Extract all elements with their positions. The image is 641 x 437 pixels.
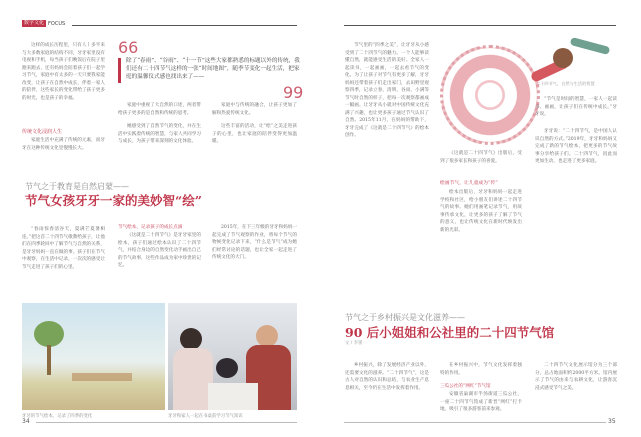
footer-rule-right <box>344 422 606 423</box>
quote-open-mark: 66 <box>118 38 139 57</box>
left-col2: 家庭中重视了大自然的口述，两者带给孩子更多的是自然和传统的思考。 <box>118 103 201 116</box>
right-col2: 绘本出版后，牙牙和妈妈一起走进学校和社区，给小朋友们讲述二十四节气的故事。她们用画笔记录节气，用故事传承文化，让更多的孩子了解了节气的意义，也让传统文化在新时代焕发出新的光彩。 <box>440 190 522 233</box>
subhead-transmit: 绘画节气，让儿童成为“传” <box>440 181 498 186</box>
photo-family <box>168 303 297 410</box>
left-body1: “春雨惊春清谷天，夏满芒夏暑相连。”把这首二十四节气歌教给孩子，让他们在四季轮回中了解节气与自然的关系，是牙牙妈妈一直在做的事。孩子们在节气中观察，在生活中记录，一次次的感受让节气走进了孩子们的心里。 <box>22 227 105 270</box>
left-body2: 《这就是二十四节气》是牙牙家里的绘本，孩子们通过绘本认识了二十四节气，并结合身边的自然变化动手画出自己的节气故事，这些作品成为家中珍贵的记忆。 <box>118 233 201 268</box>
caption-illustration: 牙牙的节气绘本，记录了四季的变化 <box>22 414 93 419</box>
left-col1: 这样的成长历程里，只有人丨多半来与大多数家庭的结构不同，牙牙家里没有电视和手机，每当孩子们晚饭后在院子里跑来跑去，还有妈妈会陪着孩子们一起学习节气，家庭中有太多的一天只要我家能改变，让孩子在自然中成长，伴着一家人的陪伴，这些家长的变化带给了孩子更多的时光，也是孩子的幸福。 <box>22 43 105 101</box>
kicker-education: 节气之于教育是自然启蒙—— <box>25 182 129 191</box>
page-number-right: 35 <box>608 418 616 425</box>
footer-rule-left <box>36 422 297 423</box>
pull-quote: 除了“春雨”、“谷雨”、“十一节”这些大家都熟悉的标题以外的传统，我们还有二十四节气这样的一张“时间地图”，随季节变化一起生活，把家庭的温馨仪式感也找出来了—— <box>126 58 300 80</box>
subhead-tradition: 传统文化浸润人生 <box>22 129 63 135</box>
left-col3: 家庭中与传统的融合，让孩子更加了解和热爱传统文化。 <box>212 103 297 116</box>
rural-col1: 乡村振兴，除了发展经济产业以外，还需要文化的滋养。“二十四节气”，这是古人对自然的认识和总结，与农业生产息息相关，至今仍在生活中发挥着作用。 <box>345 363 429 391</box>
tree-icon <box>34 321 64 347</box>
girl-illustration <box>528 30 618 80</box>
rural-col2: 安徽省巢湖市半汤街道三瓜公社，一座二十四节气馆成了新晋“网红”打卡地，吸引了很多游客前来参观。 <box>440 392 522 411</box>
page-number-left: 34 <box>22 418 30 425</box>
quote-close-mark: 99 <box>283 83 304 102</box>
right-col3-top: “节气是时间的智慧，一家人一起读书、画画，让孩子们在传统中成长。”牙牙说。 <box>535 97 617 117</box>
subhead-sangua: 三瓜公社的“网红”节气馆 <box>440 384 491 389</box>
caption-family: 牙牙和家人一起在书桌前学习节气知识 <box>168 414 243 419</box>
headline-rural: 90 后小姐姐和公社里的二十四节气馆 <box>345 325 555 340</box>
header-rule-left <box>72 25 297 26</box>
right-col1: 节气里的“四季之美”，让牙牙从小感受到了二十四节气的魅力。一个人能够读懂自然，就能感受生活的美好。全家人一起读书，一起画画，一起去看节气的变化。为了让孩子对节气有更多了解，牙牙妈妈还带着孩子们走出家门，去田野里观察四季，记录立春、清明、谷雨、小满等节气时自然的样子，把每一次观察都画成一幅画。让牙牙从小就对中国传统文化充满了兴趣，也让更多孩子通过节气认识了自然。2015年11月，在妈妈的帮助下，牙牙完成了《这就是二十四节气》的绘本创作。 <box>345 43 429 138</box>
left-body3: 2015年，在下三年级的牙牙和妈妈一起完成了节气观察的作业，将每个节气的物候变化记录下来，“什么是节气”成为她们经常讨论的话题，也让全家一起走进了传统文化的大门。 <box>212 225 297 260</box>
section-badge: 数字文化 <box>24 20 45 26</box>
solar-terms-wheel <box>440 45 540 145</box>
left-col1b: 家庭生活中充满了传统的元素，而牙牙在这种传统文化里慢慢长大。 <box>22 138 105 151</box>
section-label <box>22 20 65 27</box>
rural-col2-top: 在乡村振兴中，节气文化发挥着独特的作用。 <box>440 363 522 376</box>
header-rule-right <box>344 25 616 26</box>
quote-bar <box>118 58 121 83</box>
left-col3b: 这些丰富的活动，让“绘”之美走进孩子的心里，也让家庭的陪伴变得更加温暖。 <box>212 124 297 144</box>
byline: 文 / 李蕾 <box>345 341 363 346</box>
right-col3: 牙牙说：“二十四节气，是中国人认识自然的方式。”2019年，牙牙和妈妈又完成了新的节气绘本，把更多的节气故事分享给孩子们。二十四节气，因此而更加生动，也走进了更多家庭。 <box>535 129 617 164</box>
left-col2b: 她感受到了自然节气的变化，并在生活中实践着传统的智慧，与家人共同学习与成长，为孩子带来深刻的文化体验。 <box>118 124 201 144</box>
subhead-picturebook: 节气绘本，记录孩子的成长点滴 <box>118 225 183 230</box>
kicker-rural: 节气之于乡村振兴是文化滋养—— <box>345 313 465 322</box>
photo-illustration <box>22 303 165 410</box>
focus-label: FOCUS <box>48 20 66 27</box>
wheel-caption: 二十四节气，自然与生活的智慧 <box>536 81 595 86</box>
rural-col3: 二十四节气文化展示馆分为三个部分，总占地面积约2000平方米。馆内展示了节气的由来与农耕文化，让游客沉浸式感受节气之美。 <box>535 363 617 391</box>
right-col2-top: 《这就是二十四节气》出版后，受到了很多家长和孩子的喜爱。 <box>440 151 522 164</box>
headline-education: 节气女孩牙牙一家的美妙智“绘” <box>25 193 202 208</box>
